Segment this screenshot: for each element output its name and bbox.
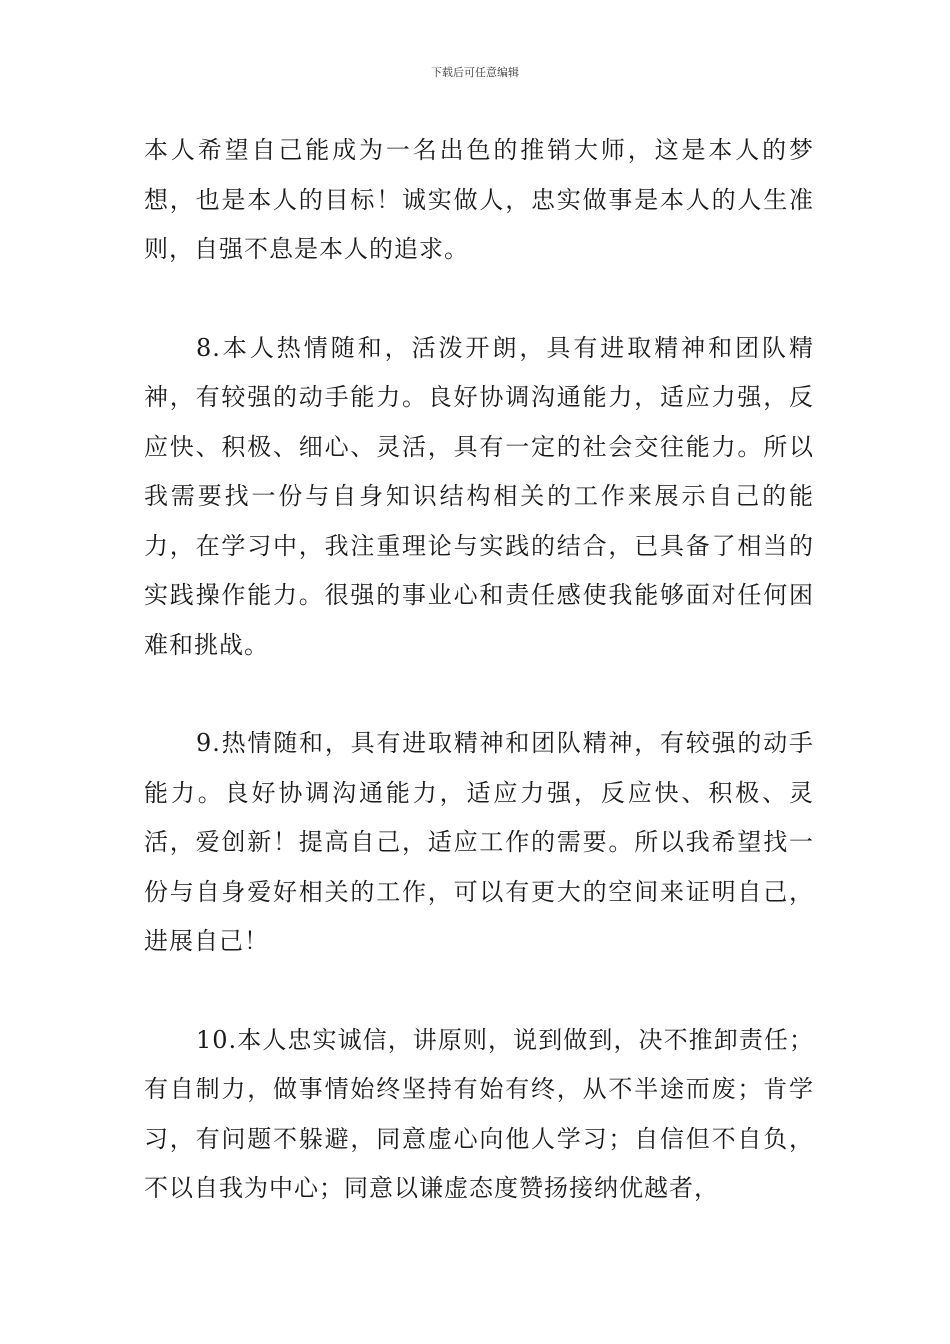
paragraph-gap — [144, 967, 814, 1016]
paragraph-gap — [144, 670, 814, 719]
paragraph-gap — [144, 275, 814, 324]
paragraph-item-10: 10.本人忠实诚信，讲原则，说到做到，决不推卸责任；有自制力，做事情始终坚持有始有终，从不半途而废；肯学习，有问题不躲避，同意虚心向他人学习；自信但不自负，不以自我为中心；同意以谦虚态度赞扬接纳优越者， — [144, 1025, 814, 1202]
document-body — [144, 126, 814, 1214]
paragraph-item-8: 8.本人热情随和，活泼开朗，具有进取精神和团队精神，有较强的动手能力。良好协调沟通能力，适应力强，反应快、积极、细心、灵活，具有一定的社会交往能力。所以我需要找一份与自身知识结构相关的工作来展示自己的能力，在学习中，我注重理论与实践的结合，已具备了相当的实践操作能力。很强的事业心和责任感使我能够面对任何困难和挑战。 — [144, 333, 814, 659]
paragraph-item-9: 9.热情随和，具有进取精神和团队精神，有较强的动手能力。良好协调沟通能力，适应力强，反应快、积极、灵活，爱创新！提高自己，适应工作的需要。所以我希望找一份与自身爱好相关的工作，可以有更大的空间来证明自己，进展自己！ — [144, 729, 814, 955]
page-header: 下载后可任意编辑 — [431, 66, 519, 79]
paragraph-intro: 本人希望自己能成为一名出色的推销大师，这是本人的梦想，也是本人的目标！诚实做人，忠实做事是本人的人生准则，自强不息是本人的追求。 — [144, 136, 814, 263]
